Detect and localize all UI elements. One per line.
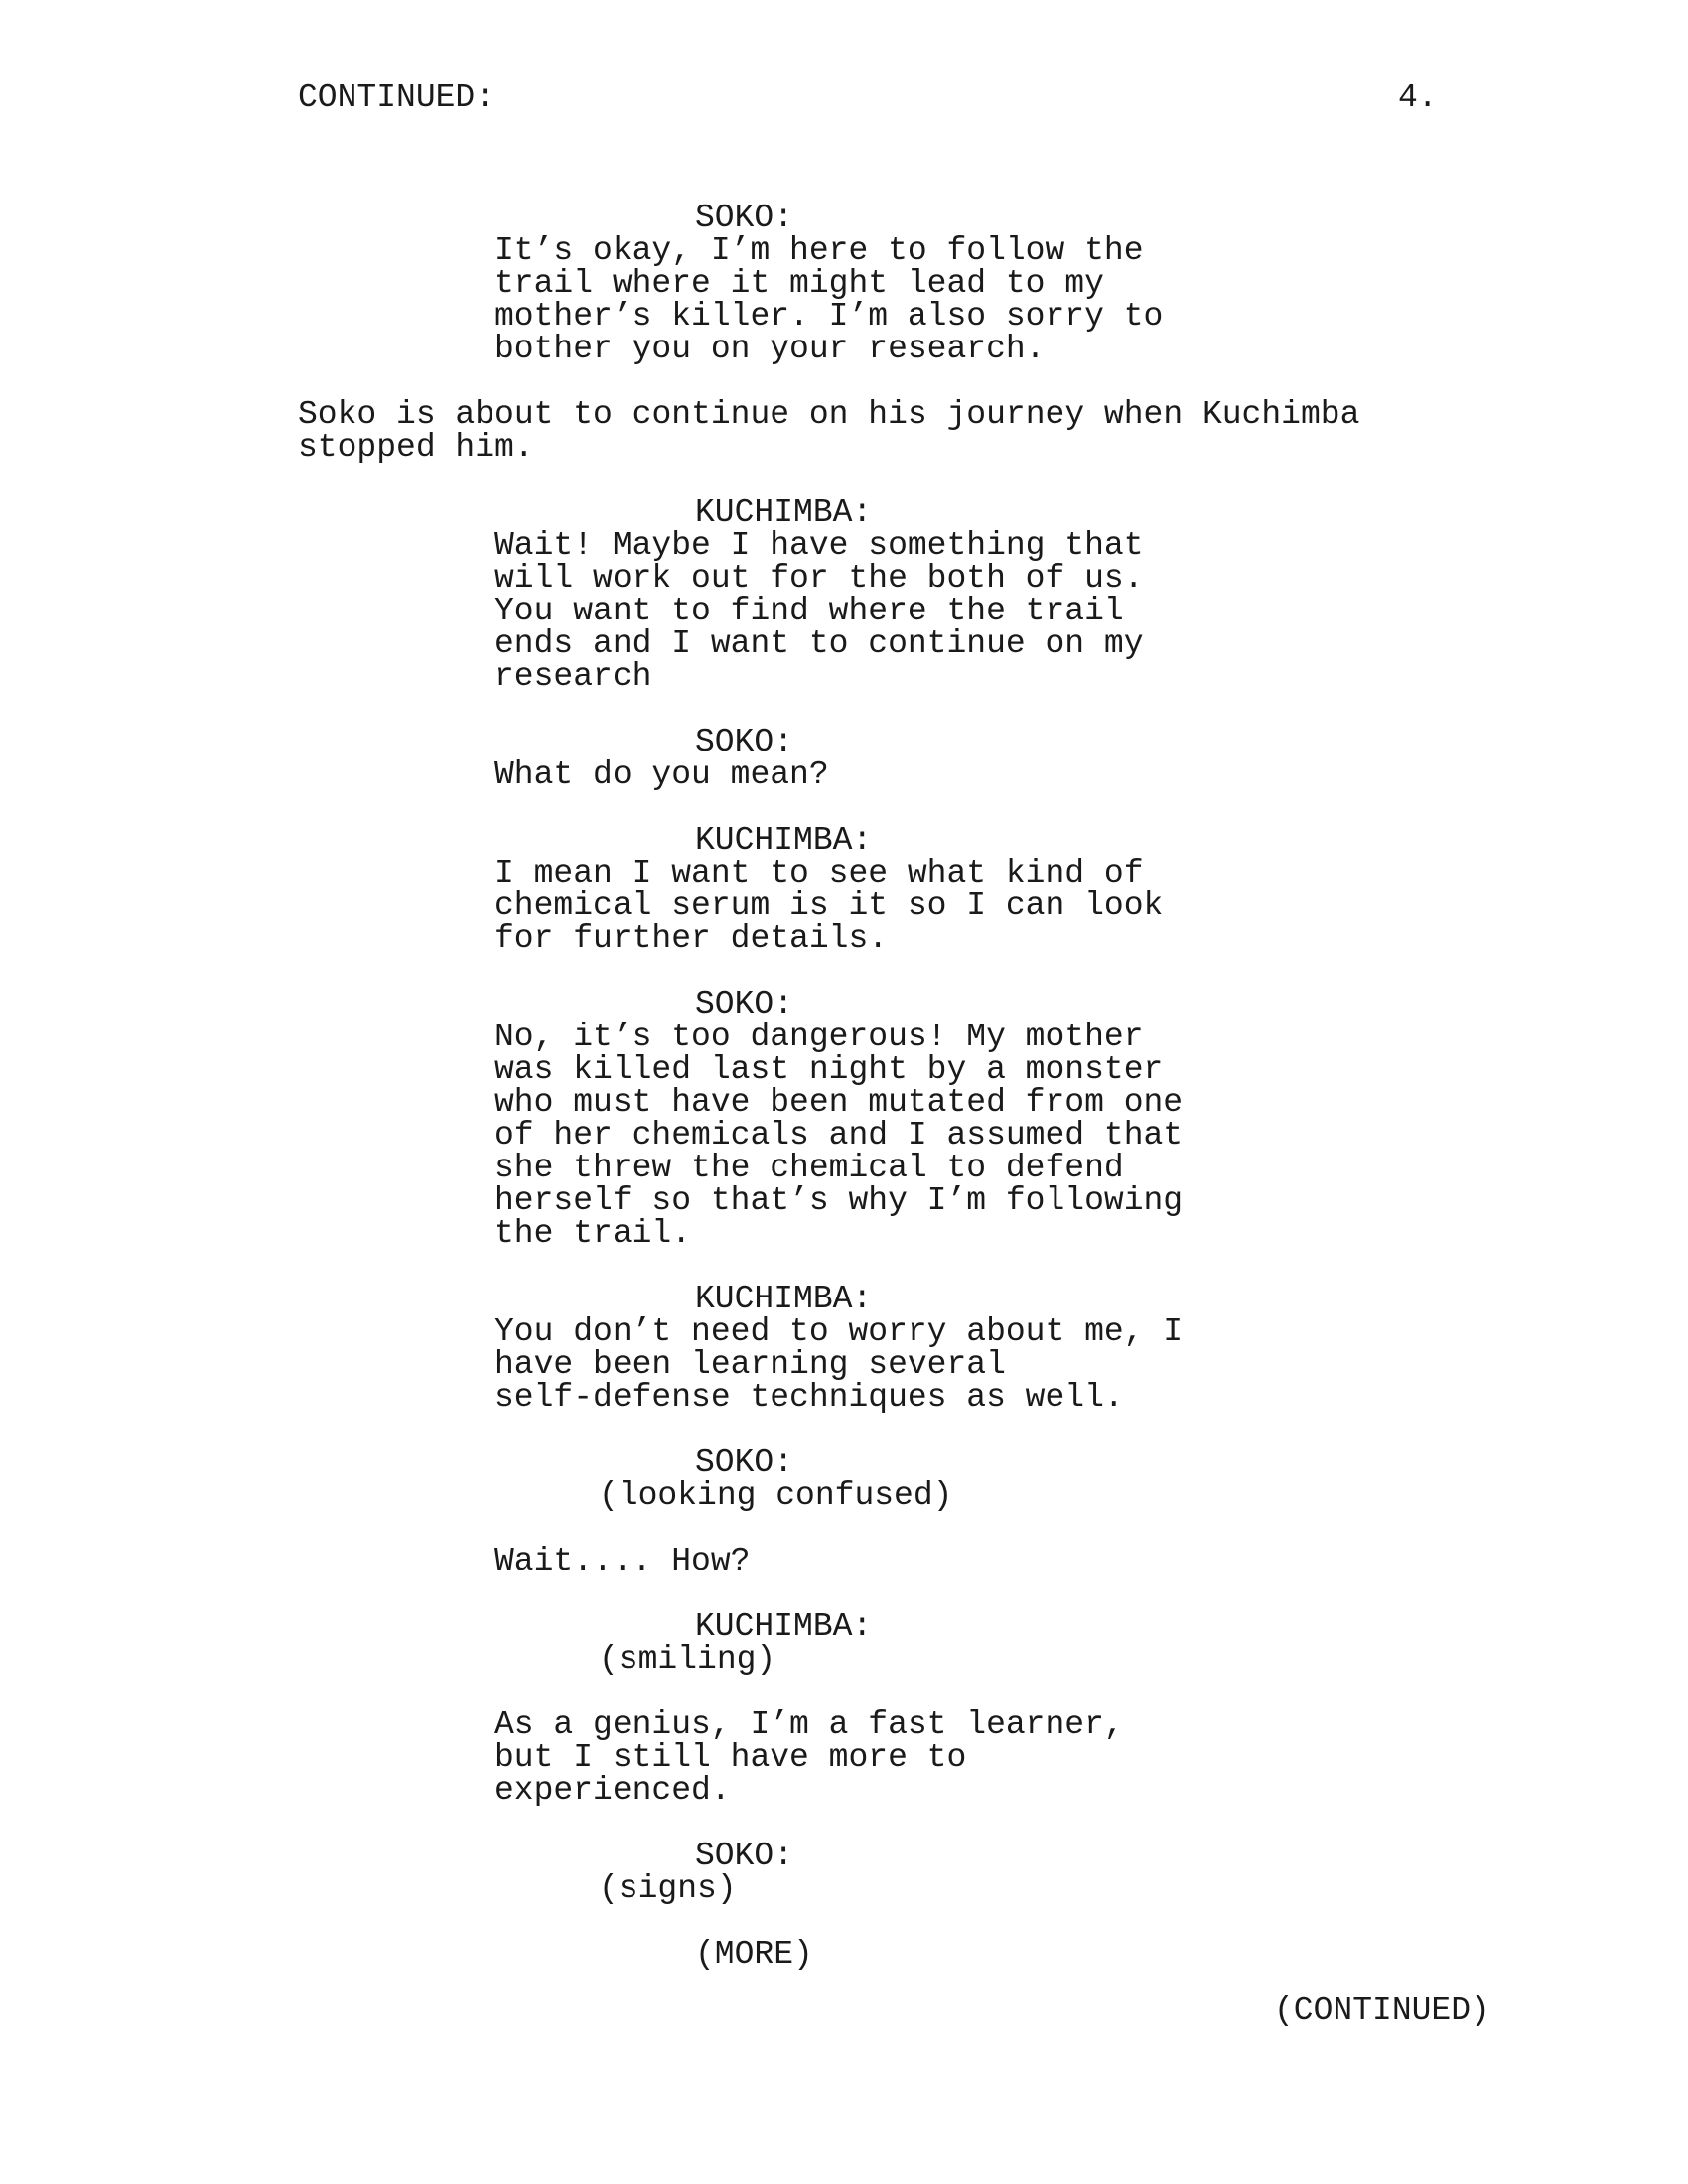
action-line: Soko is about to continue on his journey when Kuchimba [298,396,1360,433]
footer-continued: (CONTINUED) [1274,1992,1490,2029]
dialogue-line: You want to find where the trail [494,593,1124,629]
dialogue-line: It’s okay, I’m here to follow the [494,232,1144,269]
character-cue: SOKO: [695,986,794,1023]
character-cue: KUCHIMBA: [695,822,873,859]
dialogue-line: mother’s killer. I’m also sorry to [494,298,1164,335]
character-cue: KUCHIMBA: [695,1281,873,1317]
header-continued: CONTINUED: [298,79,495,116]
parenthetical: (looking confused) [599,1477,953,1514]
more-marker: (MORE) [695,1936,813,1973]
character-cue: KUCHIMBA: [695,1608,873,1645]
dialogue-line: You don’t need to worry about me, I [494,1313,1184,1350]
dialogue-line: As a genius, I’m a fast learner, [494,1706,1124,1743]
character-cue: SOKO: [695,724,794,760]
character-cue: SOKO: [695,200,794,236]
dialogue-line: was killed last night by a monster [494,1051,1164,1088]
dialogue-line: experienced. [494,1772,731,1809]
dialogue-line: chemical serum is it so I can look [494,887,1164,924]
parenthetical: (smiling) [599,1641,776,1678]
character-cue: KUCHIMBA: [695,494,873,531]
dialogue-line: Wait.... How? [494,1543,751,1579]
dialogue-line: self-defense techniques as well. [494,1379,1124,1416]
character-cue: SOKO: [695,1444,794,1481]
character-cue: SOKO: [695,1838,794,1874]
dialogue-line: No, it’s too dangerous! My mother [494,1019,1144,1055]
parenthetical: (signs) [599,1870,737,1907]
dialogue-line: research [494,658,652,695]
dialogue-line: Wait! Maybe I have something that [494,527,1144,564]
dialogue-line: she threw the chemical to defend [494,1150,1124,1186]
dialogue-line: for further details. [494,920,889,957]
dialogue-line: the trail. [494,1215,692,1252]
dialogue-line: I mean I want to see what kind of [494,855,1144,891]
dialogue-line: bother you on your research. [494,331,1046,367]
dialogue-line: herself so that’s why I’m following [494,1182,1184,1219]
dialogue-line: ends and I want to continue on my [494,625,1144,662]
dialogue-line: who must have been mutated from one [494,1084,1184,1121]
dialogue-line: of her chemicals and I assumed that [494,1117,1184,1154]
dialogue-line: What do you mean? [494,756,829,793]
dialogue-line: have been learning several [494,1346,1006,1383]
dialogue-line: trail where it might lead to my [494,265,1104,302]
action-line: stopped him. [298,429,534,466]
dialogue-line: but I still have more to [494,1739,967,1776]
page-number: 4. [1398,79,1438,116]
dialogue-line: will work out for the both of us. [494,560,1144,597]
